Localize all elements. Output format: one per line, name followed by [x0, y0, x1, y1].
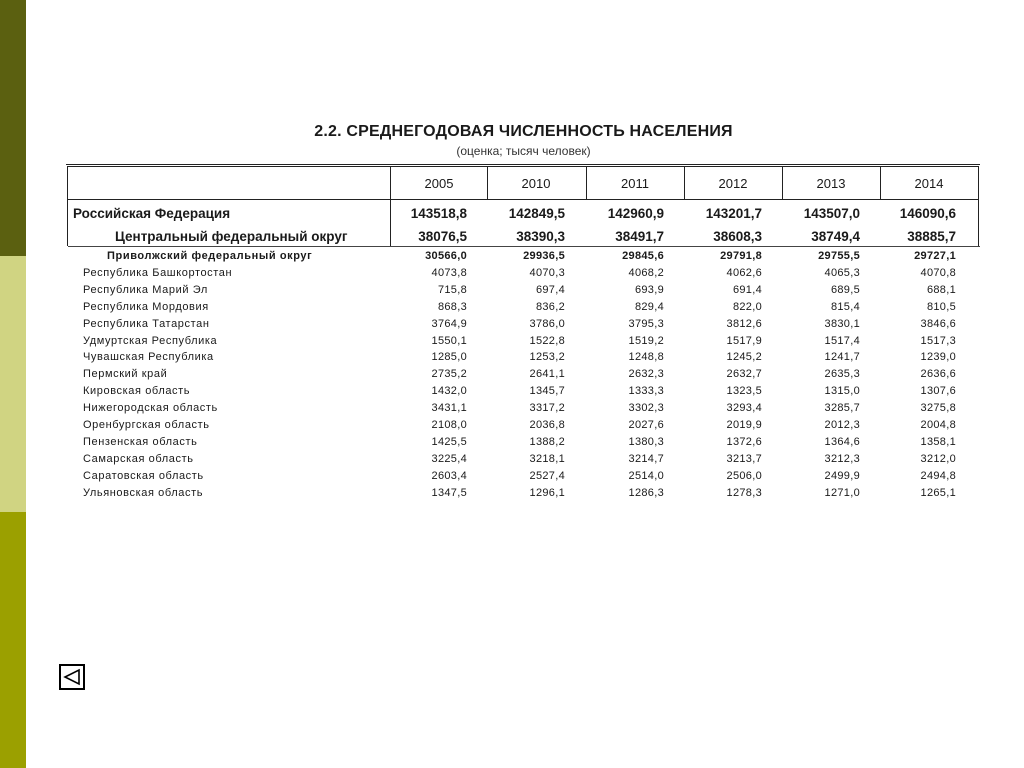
population-value: 1245,2 [726, 351, 762, 364]
population-value: 1239,0 [920, 351, 956, 364]
population-value: 1432,0 [431, 385, 467, 398]
population-value: 38885,7 [907, 229, 956, 244]
region-name: Удмуртская Республика [83, 334, 218, 347]
population-value: 815,4 [830, 300, 860, 313]
population-value: 3830,1 [824, 317, 860, 330]
table-row [67, 453, 979, 470]
population-value: 1517,4 [824, 334, 860, 347]
region-name: Кировская область [83, 385, 191, 398]
population-value: 2527,4 [529, 469, 565, 482]
population-value: 1278,3 [726, 486, 762, 499]
population-value: 3218,1 [529, 452, 565, 465]
table-row [67, 402, 979, 419]
population-value: 3846,6 [920, 317, 956, 330]
population-value: 4068,2 [628, 266, 664, 279]
population-value: 3212,3 [824, 452, 860, 465]
table-row [67, 284, 979, 301]
population-value: 1517,9 [726, 334, 762, 347]
table-subtitle: (оценка; тысяч человек) [456, 144, 591, 158]
back-button[interactable] [59, 664, 85, 690]
population-value: 2603,4 [431, 469, 467, 482]
population-value: 1364,6 [824, 435, 860, 448]
population-value: 143507,0 [803, 206, 860, 221]
population-value: 1372,6 [726, 435, 762, 448]
table-row [67, 250, 979, 267]
region-name: Самарская область [83, 452, 194, 465]
population-value: 2036,8 [529, 419, 565, 431]
population-value: 38749,4 [811, 229, 860, 244]
region-name: Пермский край [83, 368, 168, 381]
population-value: 2019,9 [726, 419, 762, 431]
population-value: 1265,1 [920, 486, 956, 499]
population-value: 1285,0 [431, 351, 467, 364]
population-value: 3285,7 [824, 402, 860, 415]
population-value: 1286,3 [628, 486, 664, 499]
population-value: 1345,7 [529, 385, 565, 398]
population-value: 1388,2 [529, 435, 565, 448]
population-value: 30566,0 [425, 250, 467, 262]
population-value: 4062,6 [726, 266, 762, 279]
population-value: 1517,3 [920, 334, 956, 347]
population-value: 2636,6 [920, 368, 956, 381]
population-value: 697,4 [535, 283, 565, 296]
table-row [67, 318, 979, 335]
table-top-rule [66, 164, 980, 165]
population-value: 143201,7 [705, 206, 762, 221]
population-value: 1333,3 [628, 385, 664, 398]
population-value: 1358,1 [920, 435, 956, 448]
population-value: 1522,8 [529, 334, 565, 347]
population-value: 4070,3 [529, 266, 565, 279]
year-header: 2005 [424, 176, 454, 191]
population-value: 29791,8 [720, 250, 762, 262]
population-value: 1425,5 [431, 435, 467, 448]
population-value: 1248,8 [628, 351, 664, 364]
population-value: 4073,8 [431, 266, 467, 279]
population-value: 3213,7 [726, 452, 762, 465]
population-value: 38076,5 [418, 229, 467, 244]
table-title: 2.2. СРЕДНЕГОДОВАЯ ЧИСЛЕННОСТЬ НАСЕЛЕНИЯ [314, 123, 733, 140]
population-value: 868,3 [437, 300, 467, 313]
side-bar-mid-segment [0, 512, 26, 768]
population-value: 4065,3 [824, 266, 860, 279]
population-value: 1380,3 [628, 435, 664, 448]
table-row [67, 419, 979, 436]
table-row [67, 335, 979, 352]
population-value: 691,4 [732, 283, 762, 296]
population-value: 3214,7 [628, 452, 664, 465]
population-value: 1296,1 [529, 486, 565, 499]
population-value: 38491,7 [615, 229, 664, 244]
region-name: Нижегородская область [83, 402, 218, 415]
population-value: 2108,0 [431, 419, 467, 431]
table-row [67, 301, 979, 318]
triangle-left-icon [63, 668, 81, 686]
population-value: 1315,0 [824, 385, 860, 398]
population-value: 3212,0 [920, 452, 956, 465]
population-value: 715,8 [437, 283, 467, 296]
population-value: 2506,0 [726, 469, 762, 482]
population-value: 29845,6 [622, 250, 664, 262]
population-value: 3786,0 [529, 317, 565, 330]
table-row [67, 351, 979, 368]
region-name: Центральный федеральный округ [115, 229, 348, 244]
population-value: 2632,3 [628, 368, 664, 381]
year-header: 2010 [521, 176, 551, 191]
population-value: 3293,4 [726, 402, 762, 415]
population-value: 146090,6 [899, 206, 956, 221]
region-name: Республика Башкортостан [83, 266, 233, 279]
population-value: 1519,2 [628, 334, 664, 347]
population-value: 38390,3 [516, 229, 565, 244]
population-value: 688,1 [926, 283, 956, 296]
population-value: 836,2 [535, 300, 565, 313]
population-value: 693,9 [634, 283, 664, 296]
year-header: 2012 [718, 176, 748, 191]
population-value: 29755,5 [818, 250, 860, 262]
population-value: 822,0 [732, 300, 762, 313]
population-value: 829,4 [634, 300, 664, 313]
population-value: 3812,6 [726, 317, 762, 330]
region-name: Саратовская область [83, 469, 204, 482]
region-name: Пензенская область [83, 435, 198, 448]
population-value: 3431,1 [431, 402, 467, 415]
population-value: 3275,8 [920, 402, 956, 415]
table-row [67, 436, 979, 453]
year-header: 2013 [816, 176, 846, 191]
population-value: 3225,4 [431, 452, 467, 465]
population-value: 2635,3 [824, 368, 860, 381]
year-header: 2011 [621, 176, 649, 191]
population-value: 2012,3 [824, 419, 860, 431]
side-bar-light-segment [0, 256, 26, 512]
population-value: 2027,6 [628, 419, 664, 431]
population-value: 1271,0 [824, 486, 860, 499]
population-value: 1307,6 [920, 385, 956, 398]
population-value: 1347,5 [431, 486, 467, 499]
population-value: 2494,8 [920, 469, 956, 482]
population-value: 38608,3 [713, 229, 762, 244]
population-value: 142960,9 [607, 206, 664, 221]
population-value: 143518,8 [410, 206, 467, 221]
table-row [67, 487, 979, 504]
population-value: 2514,0 [628, 469, 664, 482]
population-value: 2499,9 [824, 469, 860, 482]
table-row [67, 368, 979, 385]
population-value: 1550,1 [431, 334, 467, 347]
region-name: Чувашская Республика [83, 351, 214, 364]
population-value: 689,5 [830, 283, 860, 296]
region-name: Республика Татарстан [83, 317, 210, 330]
population-value: 3764,9 [431, 317, 467, 330]
region-name: Российская Федерация [73, 206, 231, 221]
region-name: Республика Марий Эл [83, 283, 208, 296]
region-name: Ульяновская область [83, 486, 204, 499]
population-value: 142849,5 [508, 206, 565, 221]
population-value: 29727,1 [914, 250, 956, 262]
population-value: 3795,3 [628, 317, 664, 330]
population-value: 3317,2 [529, 402, 565, 415]
region-name: Республика Мордовия [83, 300, 209, 313]
population-value: 810,5 [926, 300, 956, 313]
population-value: 4070,8 [920, 266, 956, 279]
summary-row [67, 206, 979, 230]
population-value: 2735,2 [431, 368, 467, 381]
table-row [67, 470, 979, 487]
population-value: 1241,7 [824, 351, 860, 364]
population-value: 1253,2 [529, 351, 565, 364]
population-value: 3302,3 [628, 402, 664, 415]
population-value: 1323,5 [726, 385, 762, 398]
population-value: 2004,8 [920, 419, 956, 431]
region-name: Приволжский федеральный округ [107, 250, 313, 262]
population-value: 2641,1 [529, 368, 565, 381]
region-name: Оренбургская область [83, 419, 210, 431]
year-header: 2014 [914, 176, 944, 191]
table-row [67, 267, 979, 284]
population-value: 2632,7 [726, 368, 762, 381]
table-row [67, 385, 979, 402]
population-value: 29936,5 [523, 250, 565, 262]
